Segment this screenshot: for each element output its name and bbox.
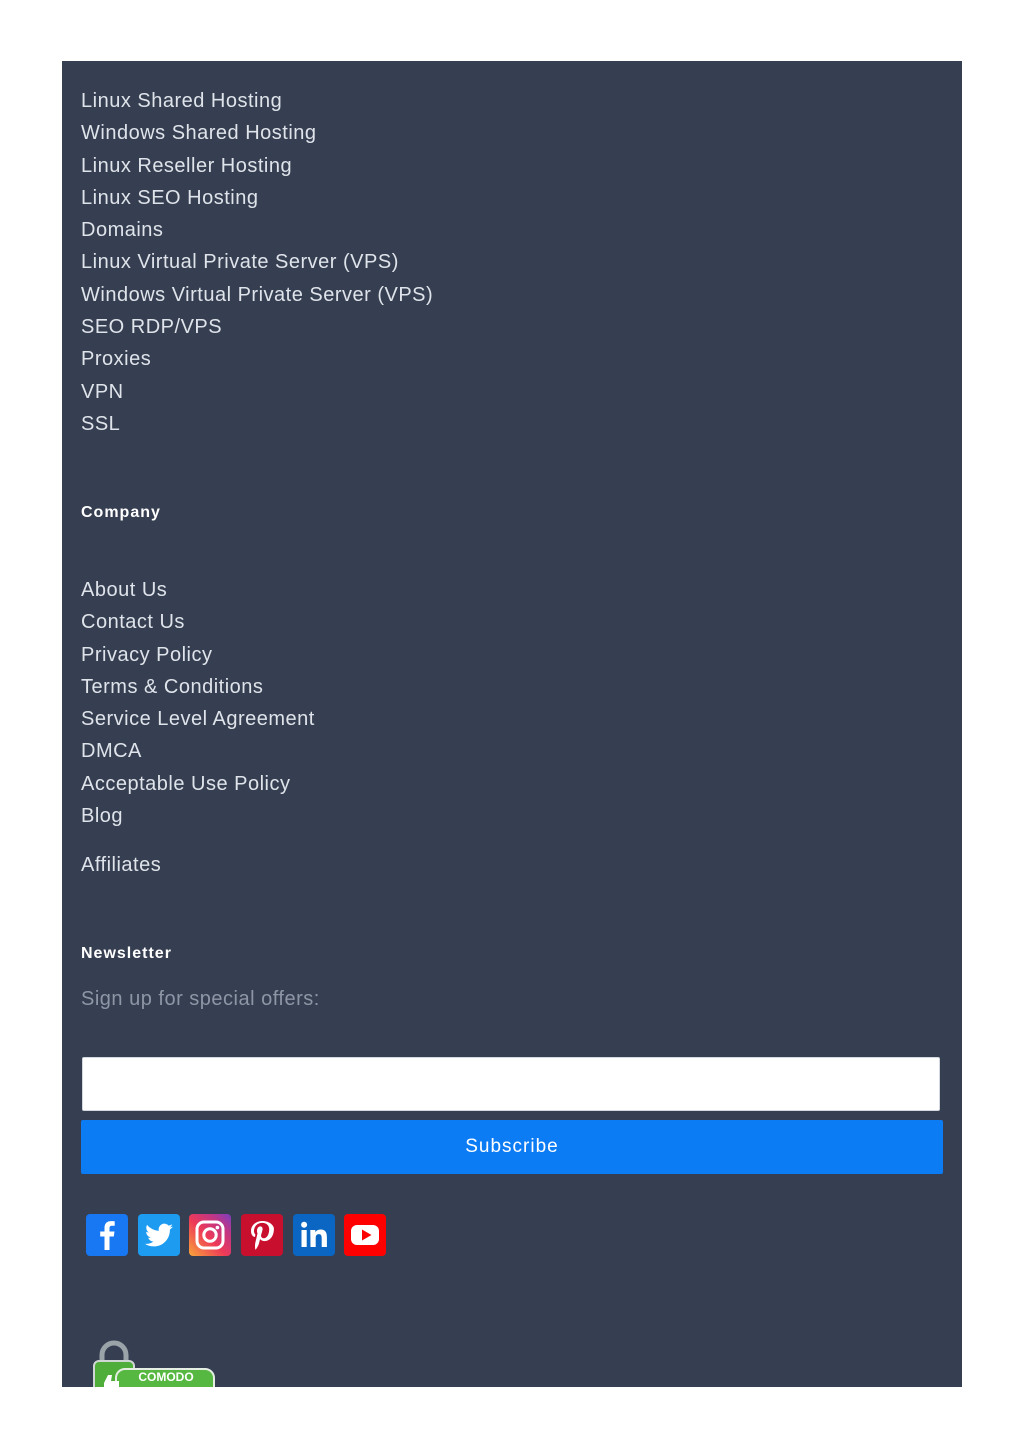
list-item bbox=[81, 214, 433, 246]
footer-link-about-us[interactable]: About Us bbox=[81, 579, 168, 601]
footer-link-vpn[interactable]: VPN bbox=[81, 380, 124, 403]
list-item bbox=[81, 311, 433, 343]
products-link-list bbox=[81, 85, 433, 440]
list-item bbox=[81, 279, 433, 311]
subscribe-button[interactable]: Subscribe bbox=[81, 1120, 943, 1174]
footer-link-linux-vps[interactable]: Linux Virtual Private Server (VPS) bbox=[81, 251, 399, 274]
footer-link-windows-vps[interactable]: Windows Virtual Private Server (VPS) bbox=[81, 283, 434, 306]
company-heading: Company bbox=[81, 504, 161, 521]
comodo-ssl-seal bbox=[88, 1339, 218, 1387]
footer-link-windows-shared-hosting[interactable]: Windows Shared Hosting bbox=[81, 122, 317, 145]
list-item bbox=[81, 150, 433, 182]
footer-link-affiliates[interactable]: Affiliates bbox=[81, 854, 162, 876]
list-item bbox=[81, 735, 315, 767]
list-item bbox=[81, 606, 315, 638]
footer-link-dmca[interactable]: DMCA bbox=[81, 740, 142, 763]
footer-link-blog[interactable]: Blog bbox=[81, 805, 124, 828]
list-item bbox=[81, 671, 315, 703]
list-item bbox=[81, 376, 433, 408]
footer-link-seo-rdp-vps[interactable]: SEO RDP/VPS bbox=[81, 316, 223, 339]
youtube-icon[interactable] bbox=[344, 1214, 386, 1256]
list-item bbox=[81, 639, 315, 671]
instagram-icon[interactable] bbox=[189, 1214, 231, 1256]
seal-label: COMODO bbox=[138, 1370, 194, 1384]
pinterest-icon[interactable] bbox=[241, 1214, 283, 1256]
footer-link-privacy-policy[interactable]: Privacy Policy bbox=[81, 643, 213, 666]
list-item bbox=[81, 246, 433, 278]
twitter-icon[interactable] bbox=[138, 1214, 180, 1256]
footer-link-sla[interactable]: Service Level Agreement bbox=[81, 708, 315, 731]
list-item bbox=[81, 85, 433, 117]
footer-link-linux-reseller-hosting[interactable]: Linux Reseller Hosting bbox=[81, 154, 293, 177]
footer-link-contact-us[interactable]: Contact Us bbox=[81, 611, 185, 634]
footer-panel bbox=[62, 61, 962, 1387]
footer-link-linux-shared-hosting[interactable]: Linux Shared Hosting bbox=[81, 90, 283, 112]
list-item bbox=[81, 408, 433, 440]
footer-link-acceptable-use-policy[interactable]: Acceptable Use Policy bbox=[81, 772, 291, 795]
linkedin-icon[interactable] bbox=[293, 1214, 335, 1256]
newsletter-subtitle: Sign up for special offers: bbox=[81, 988, 320, 1010]
list-item bbox=[81, 343, 433, 375]
list-item bbox=[81, 117, 433, 149]
facebook-icon[interactable] bbox=[86, 1214, 128, 1256]
list-item bbox=[81, 182, 433, 214]
list-item bbox=[81, 768, 315, 800]
footer-link-terms-conditions[interactable]: Terms & Conditions bbox=[81, 675, 264, 698]
list-item bbox=[81, 800, 315, 832]
footer-link-proxies[interactable]: Proxies bbox=[81, 348, 152, 371]
list-item bbox=[81, 574, 315, 606]
list-item bbox=[81, 703, 315, 735]
footer-link-domains[interactable]: Domains bbox=[81, 219, 164, 242]
newsletter-heading: Newsletter bbox=[81, 945, 172, 962]
footer-link-ssl[interactable]: SSL bbox=[81, 412, 121, 435]
footer-link-linux-seo-hosting[interactable]: Linux SEO Hosting bbox=[81, 186, 259, 209]
company-link-list bbox=[81, 574, 315, 832]
newsletter-email-input[interactable] bbox=[82, 1057, 940, 1111]
